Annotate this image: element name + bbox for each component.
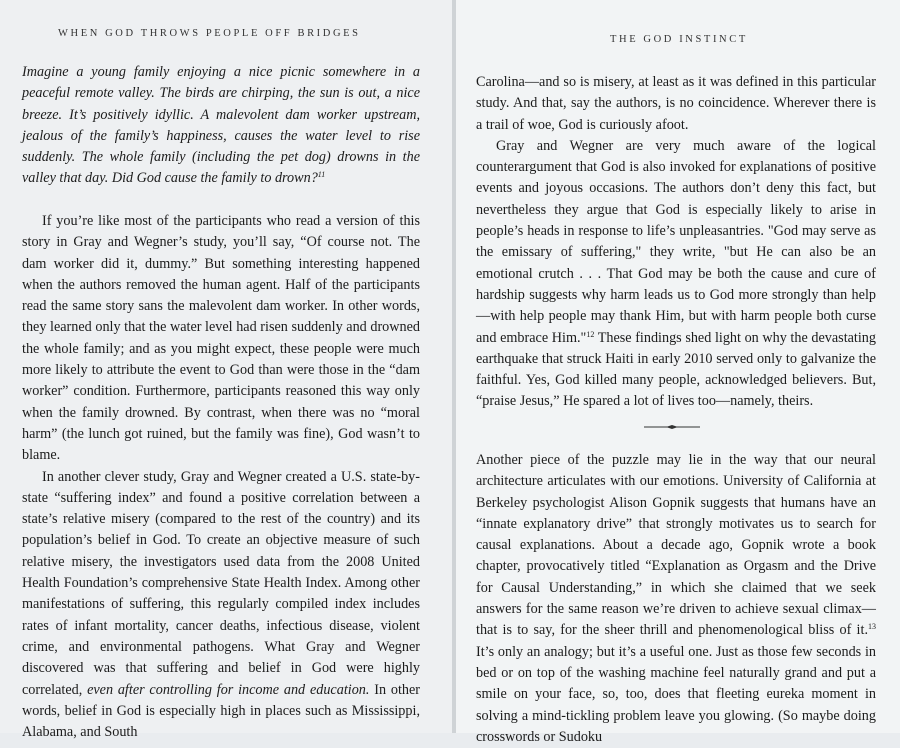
right-paragraph-3-text-a: Another piece of the puzzle may lie in the way that our neural architecture articulates with our emotions. University of California at Berkeley psychologist Alison Gopnik suggests that humans have an “innate explanatory drive” that strongly motivates us to search for causal explanations. About a decade ago, Gopnik wrote a book chapter, provocatively titled “Explanation as Orgasm and the Drive for Causal Understanding,” in which she claimed that we seek answers for the same reason we’re driven to achieve sexual climax—that is to say, for the sheer thrill and phenomenological bliss of it. [476, 452, 876, 639]
epigraph-note-ref: 11 [317, 170, 326, 180]
right-paragraph-3-note-ref: 13 [868, 622, 876, 632]
right-paragraph-2-text-a: Gray and Wegner are very much aware of the logical counterargument that God is also invoked for explanations of positive events and joyous occasions. The authors don’t deny this fact, but nevertheless they argue that God is especially likely to arise in people’s heads in response to life’s unpleasantries. "God may serve as the emissary of suffering," they write, "but He can also be an emotional crutch . . . That God may be both the cause and cure of hardship suggests why harm leads us to God more strongly than help—with help people may thank Him, but with harm people both curse and embrace Him." [476, 137, 876, 346]
right-paragraph-3-text-b: It’s only an analogy; but it’s a useful one. Just as those few seconds in bed or on top of the washing machine feel naturally grand and put a smile on your face, so, too, does that fleeting eureka moment in solving a mind-tickling problem leave you glowing. (So maybe doing crosswords or Sudoku [476, 643, 876, 745]
left-body-text [22, 211, 420, 743]
left-paragraph-1: If you’re like most of the participants who read a version of this story in Gray and Wegner’s study, you’ll say, “Of course not. The dam worker did it, dummy.” But something interesting happened when the authors removed the human agent. Half of the participants read the same story sans the malevolent dam worker. In other words, they learned only that the water level had risen suddenly and drowned the whole family; and as you might expect, these people were much more likely to attribute the event to God than were those in the “dam worker” condition. Furthermore, participants reasoned this way only when the family drowned. By contrast, when there was no “moral harm” (the lunch got ruined, but the family was fine), God wasn’t to blame. [22, 213, 420, 464]
right-body-text-bottom [476, 450, 876, 748]
left-paragraph-2-text-a: In another clever study, Gray and Wegner created a U.S. state-by-state “suffering index” and found a positive correlation between a state’s relative misery (compared to the rest of the country) and its population’s belief in God. To create an objective measure of such relative misery, the investigators used data from the 2008 United Health Foundation’s comprehensive State Health Index. Among other manifestations of suffering, this regularly compiled index includes rates of infant mortality, cancer deaths, infectious disease, violent crime, and environmental pathogens. What Gray and Wegner discovered was that suffering and belief in God were highly correlated, [22, 468, 420, 698]
right-body-text-top [476, 72, 876, 413]
right-paragraph-2-note-ref: 12 [586, 329, 595, 339]
right-paragraph-2 [476, 136, 876, 413]
right-page [456, 0, 900, 745]
section-break-ornament [642, 424, 702, 430]
left-paragraph-2-text-b: In other words, belief in God is especially high in places such as Mississippi, Alabama, and South [22, 681, 420, 741]
right-paragraph-3 [476, 450, 876, 748]
left-running-head: WHEN GOD THROWS PEOPLE OFF BRIDGES [58, 28, 361, 39]
right-paragraph-2-text-b: These findings shed light on why the devastating earthquake that struck Haiti in early 2010 served only to galvanize the faithful. Yes, God killed many people, acknowledged believers. But, “praise Jesus,” He spared a lot of lives too—namely, theirs. [476, 329, 876, 410]
left-page [0, 0, 452, 741]
right-paragraph-1: Carolina—and so is misery, at least as it was defined in this particular study. And that, say the authors, is no coincidence. Wherever there is a trail of woe, God is curiously afoot. [476, 74, 876, 133]
epigraph-text: Imagine a young family enjoying a nice picnic somewhere in a peaceful remote valley. The birds are chirping, the sun is out, a nice breeze. It’s positively idyllic. A malevolent dam worker upstream, jealous of the family’s happiness, causes the water level to rise suddenly. The whole family (including the pet dog) drowns in the valley that day. Did God cause the family to drown? [22, 64, 420, 187]
right-running-head: THE GOD INSTINCT [610, 34, 748, 45]
left-paragraph-2 [22, 467, 420, 744]
left-paragraph-2-emphasis: even after controlling for income and education. [87, 681, 370, 698]
epigraph [22, 62, 420, 190]
